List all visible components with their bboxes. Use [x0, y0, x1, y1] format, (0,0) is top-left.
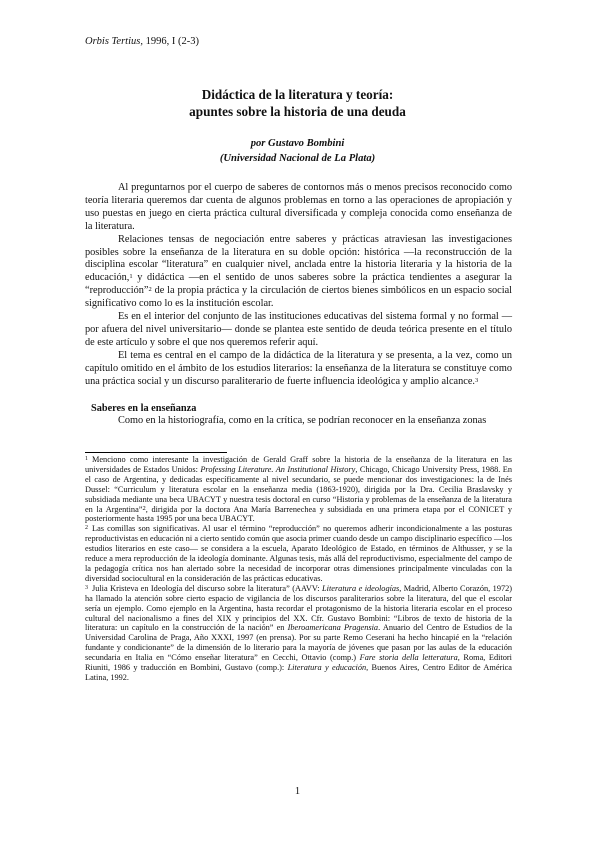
footnote-italic: Fare storia della letteratura: [359, 653, 458, 663]
title-line-1: Didáctica de la literatura y teoría:: [201, 87, 394, 102]
footnote-italic: Literatura e ideologías: [322, 583, 400, 593]
footnote-text: . Anuario del Centro de Estudios de la Universidad Carolina de Praga, Año XXXI, 1997 (en prensa). Por su parte Remo Ceserani ha hecho hincapié en la “relación fundante y condicionante” de la dimensión de lo literario para la mayoría de jóvenes que pasan por las aulas de la educación secundaria en Italia en “Cómo enseñar literatura” en Cecchi, Ottavio (comp.): [85, 623, 512, 663]
section-heading: Saberes en la enseñanza: [91, 402, 197, 414]
footnote-ref-3[interactable]: 3: [474, 376, 479, 384]
footnote-text: Menciono como interesante la investigación de Gerald Graff sobre la historia de la enseñanza de la literatura en las universidades de Estados Unidos:: [85, 455, 512, 474]
footnote-text: , Buenos Aires, Centro Editor de América Latina, 1992.: [85, 663, 512, 682]
article-title: [0, 86, 595, 120]
journal-name: Orbis Tertius,: [85, 36, 143, 47]
footnote-number: 2: [85, 525, 88, 532]
footnote-number: 1: [85, 456, 88, 462]
footnote-ref-2[interactable]: 2: [148, 286, 152, 294]
footnote-superscript: 2: [142, 504, 146, 512]
footnote-text: , dirigida por la doctora Ana María Barrenechea y subsidiada en una primera etapa por el CONICET y posteriormente hasta 1995 por una beca UBACYT.: [85, 504, 512, 524]
footnote-italic: Professing Literature. An Institutional History: [200, 464, 356, 474]
footnotes: [85, 455, 512, 683]
footnote-2: [85, 524, 512, 583]
footnote-number: 3: [85, 584, 88, 591]
paragraph-text: y didáctica —en el sentido de unos saberes sobre la práctica tendientes a asegurar la “reproducción”: [85, 272, 512, 297]
paragraph-text: El tema es central en el campo de la didáctica de la literatura y se presenta, a la vez, como un capítulo omitido en el ámbito de los estudios literarios: la enseñanza de la literatura se constituye como una práctica social y un discurso paraliterario de fuerte influencia ideológica y amplio alcance.: [85, 349, 512, 387]
journal-header: [85, 36, 199, 47]
footnote-divider: [85, 452, 227, 453]
body-paragraph-4: [85, 350, 512, 389]
page-number: 1: [294, 786, 301, 797]
footnote-text: Julia Kristeva en Ideología del discurso sobre la literatura” (AAVV:: [92, 583, 323, 593]
footnote-1: [85, 455, 512, 524]
footnote-text: Las comillas son significativas. Al usar el término “reproducción” no queremos adherir incondicionalmente a las posturas reproductivistas en educación ni a cierto sentido común que asocia primer cuando desde un campo disciplinario específico —los estudios literarios en este caso— se considera a la escuela, Aparato Ideológico de Estado, en términos de Althusser, y se la reduce a mera reproducción de la ideología dominante. Algunas tesis, más allá del reproductivismo, especialmente del campo de la pedagogía crítica nos han alertado sobre la necesidad de incorporar otras dimensiones principalmente vinculadas con la diversidad sociocultural en la consideración de las prácticas educativas.: [85, 524, 512, 583]
footnote-text: , Chicago, Chicago University Press, 1988. En el caso de Argentina, y dedicadas específicamente al nivel secundario, se puede mencionar dos investigaciones: la de Inés Dussel: “Curriculum y literatura escolar en la enseñanza media (1863-1920), dirigida por la Dra. Cecilia Braslavsky y subsidiada mediante una beca UBACYT y nuestra tesis doctoral en curso “Historia y problemas de la enseñanza de la literatura en la Argentina”: [85, 464, 512, 514]
author-affiliation: (Universidad Nacional de La Plata): [219, 153, 376, 164]
body-paragraph-1: Al preguntarnos por el cuerpo de saberes de contornos más o menos precisos reconocido como teoría literaria queremos dar cuenta de algunos problemas en torno a las operaciones de apropiación y uso puestas en juego en cierta práctica cultural diversificada y compleja conocida como enseñanza de la literatura.: [85, 182, 512, 232]
footnote-italic: Iberoamericana Pragensia: [287, 623, 379, 633]
footnote-text: , Roma, Editori Riuniti, 1986 y traducción en Bombini, Gustavo (comp.):: [85, 653, 512, 673]
footnote-ref-1[interactable]: 1: [129, 273, 133, 281]
author-name: por Gustavo Bombini: [250, 138, 345, 149]
body-paragraph-2: [85, 234, 512, 311]
author-byline: [0, 136, 595, 166]
body-paragraph-5: Como en la historiografía, como en la crítica, se podrían reconocer en la enseñanza zonas: [118, 415, 487, 427]
journal-issue: 1996, I (2-3): [145, 36, 199, 47]
footnote-3: [85, 584, 512, 683]
body-paragraph-3: Es en el interior del conjunto de las instituciones educativas del sistema formal y no formal —por afuera del nivel universitario— donde se plantea este sentido de deuda teórica presente en el título de este artículo y sobre el que nos queremos referir aquí.: [85, 311, 512, 348]
title-line-2: apuntes sobre la historia de una deuda: [189, 104, 406, 119]
footnote-italic: Literatura y educación: [287, 663, 367, 673]
footnote-text: , Madrid, Alberto Corazón, 1972) ha llamado la atención sobre cierto espacio de vigilancia de los discursos paraliterarios sobre la literatura, del que el escolar sería un ejemplo. Como ejemplo en la Argentina, hasta recordar el protagonismo de la historia literaria escolar en el proceso cultural del nacionalismo a fines del XIX y principios del XX. Cfr. Gustavo Bombini: “Libros de texto de historia de la literatura: un capítulo en la construcción de la nación” en: [85, 583, 513, 633]
article-body: [85, 182, 512, 428]
paragraph-text: Relaciones tensas de negociación entre saberes y prácticas atraviesan las investigaciones posibles sobre la enseñanza de la literatura en su doble opción: histórica —la reconstrucción de la disciplina escolar “literatura” en cualquier nivel, anclada entre la historia literaria y la historia de la educación,: [85, 233, 512, 284]
paragraph-text: de la propia práctica y la circulación de ciertos bienes simbólicos en un espacio social significativo como lo es la institución escolar.: [85, 285, 512, 310]
